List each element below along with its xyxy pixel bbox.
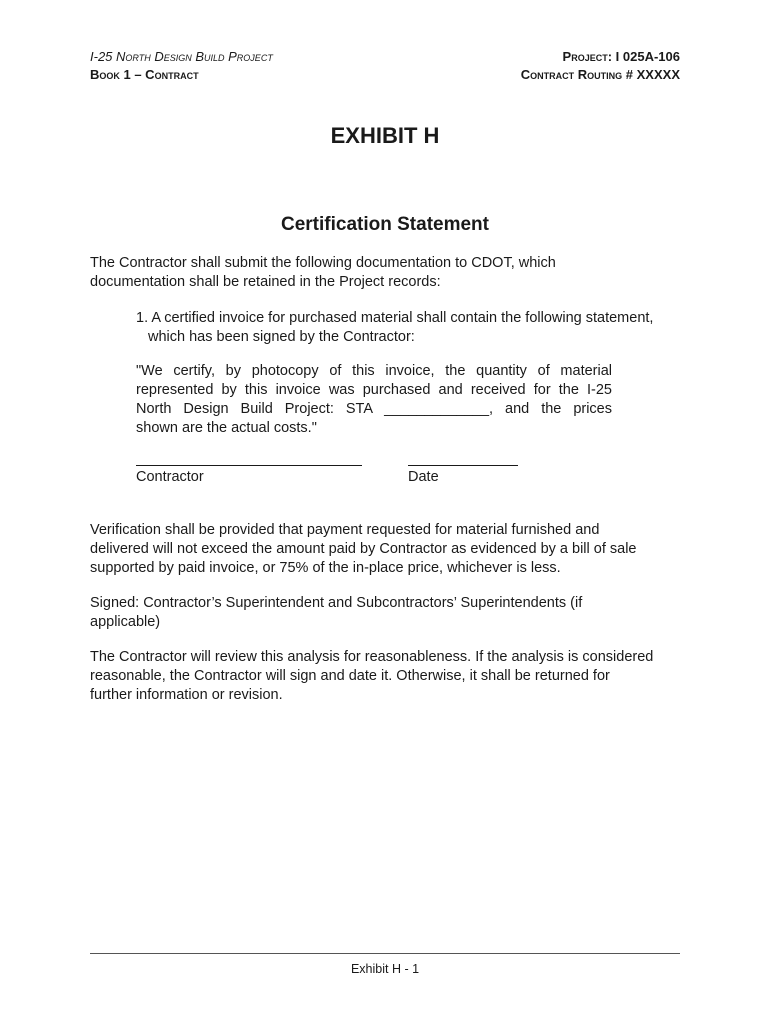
- verification-line: supported by paid invoice, or 75% of the in-place price, whichever is less.: [90, 560, 561, 576]
- intro-paragraph: [90, 254, 610, 292]
- intro-line: documentation shall be retained in the Project records:: [90, 274, 441, 290]
- signed-paragraph: [90, 594, 650, 632]
- quote-line: "We certify, by photocopy of this invoice, the quantity of material: [136, 363, 612, 379]
- verification-paragraph: [90, 521, 650, 578]
- intro-line: The Contractor shall submit the following documentation to CDOT, which: [90, 255, 556, 271]
- header-contract-routing: Contract Routing # XXXXX: [520, 67, 680, 82]
- contractor-signature-line: [136, 465, 362, 466]
- header-project-number: Project: I 025A-106: [562, 49, 680, 64]
- date-label: Date: [408, 469, 439, 485]
- header-book: Book 1 – Contract: [90, 67, 199, 82]
- certification-title: Certification Statement: [281, 214, 489, 235]
- signed-line: Signed: Contractor’s Superintendent and Subcontractors’ Superintendents (if: [90, 595, 583, 611]
- review-line: further information or revision.: [90, 687, 283, 703]
- verification-line: delivered will not exceed the amount paid by Contractor as evidenced by a bill of sale: [90, 541, 637, 557]
- certification-quote: [136, 362, 612, 438]
- list-item-line: which has been signed by the Contractor:: [148, 329, 415, 345]
- contractor-label: Contractor: [136, 469, 204, 485]
- header-right: [521, 48, 680, 84]
- review-line: reasonable, the Contractor will sign and date it. Otherwise, it shall be returned for: [90, 668, 610, 684]
- exhibit-title: EXHIBIT H: [330, 123, 440, 148]
- list-item-line: 1. A certified invoice for purchased material shall contain the following statement,: [136, 310, 654, 326]
- quote-line: North Design Build Project: STA _____________, and the prices: [136, 401, 612, 417]
- footer-divider: [90, 953, 680, 954]
- footer-page-label: Exhibit H - 1: [350, 962, 420, 976]
- date-signature-line: [408, 465, 518, 466]
- review-line: The Contractor will review this analysis for reasonableness. If the analysis is considered: [90, 649, 654, 665]
- review-paragraph: [90, 648, 690, 705]
- header-project-name: I-25 North Design Build Project: [90, 49, 273, 64]
- list-item-1: [136, 309, 696, 347]
- signed-line: applicable): [90, 614, 161, 630]
- quote-line: shown are the actual costs.": [136, 420, 317, 436]
- quote-line: represented by this invoice was purchased and received for the I-25: [136, 382, 612, 398]
- header-left: [90, 48, 273, 84]
- verification-line: Verification shall be provided that payment requested for material furnished and: [90, 522, 600, 538]
